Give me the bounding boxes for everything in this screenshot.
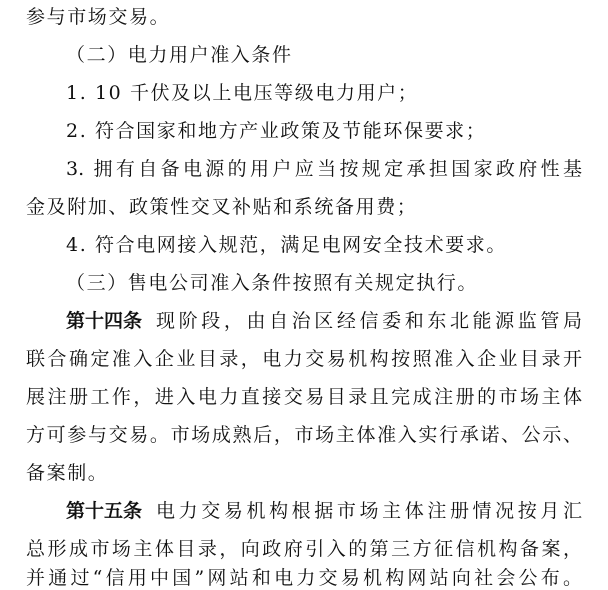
article-15-first-line bbox=[66, 499, 582, 523]
list-item-3-line-2: 金及附加、政策性交叉补贴和系统备用费； bbox=[26, 196, 418, 218]
section-heading-user-conditions: （二）电力用户准入条件 bbox=[66, 44, 293, 66]
article-14-heading: 第十四条 bbox=[66, 310, 143, 332]
article-15-heading: 第十五条 bbox=[66, 500, 143, 522]
article-14-line-2: 联合确定准入企业目录，电力交易机构按照准入企业目录开 bbox=[26, 348, 582, 370]
text-line-1: 参与市场交易。 bbox=[26, 6, 171, 28]
article-14-line-5: 备案制。 bbox=[26, 462, 109, 484]
article-15-line-3-partial bbox=[26, 567, 582, 589]
article-15-first-text: 电力交易机构根据市场主体注册情况按月汇 bbox=[156, 500, 582, 522]
article-14-first-line bbox=[66, 309, 582, 333]
list-item-2: 2. 符合国家和地方产业政策及节能环保要求； bbox=[66, 120, 487, 142]
article-14-line-3: 展注册工作，进入电力直接交易目录且完成注册的市场主体 bbox=[26, 386, 582, 408]
section-heading-retailer-conditions: （三）售电公司准入条件按照有关规定执行。 bbox=[66, 272, 479, 294]
article-14-line-4: 方可参与交易。市场成熟后，市场主体准入实行承诺、公示、 bbox=[26, 424, 582, 446]
article-14-first-text: 现阶段，由自治区经信委和东北能源监管局 bbox=[156, 310, 582, 332]
article-15-line-3-text: 并通过“信用中国”网站和电力交易机构网站向社会公布。 bbox=[26, 567, 582, 589]
list-item-3-line-1: 3. 拥有自备电源的用户应当按规定承担国家政府性基 bbox=[66, 158, 582, 180]
article-15-line-2: 总形成市场主体目录，向政府引入的第三方征信机构备案， bbox=[26, 538, 582, 560]
list-item-1: 1. 10 千伏及以上电压等级电力用户； bbox=[66, 82, 419, 104]
list-item-4: 4. 符合电网接入规范，满足电网安全技术要求。 bbox=[66, 234, 507, 256]
